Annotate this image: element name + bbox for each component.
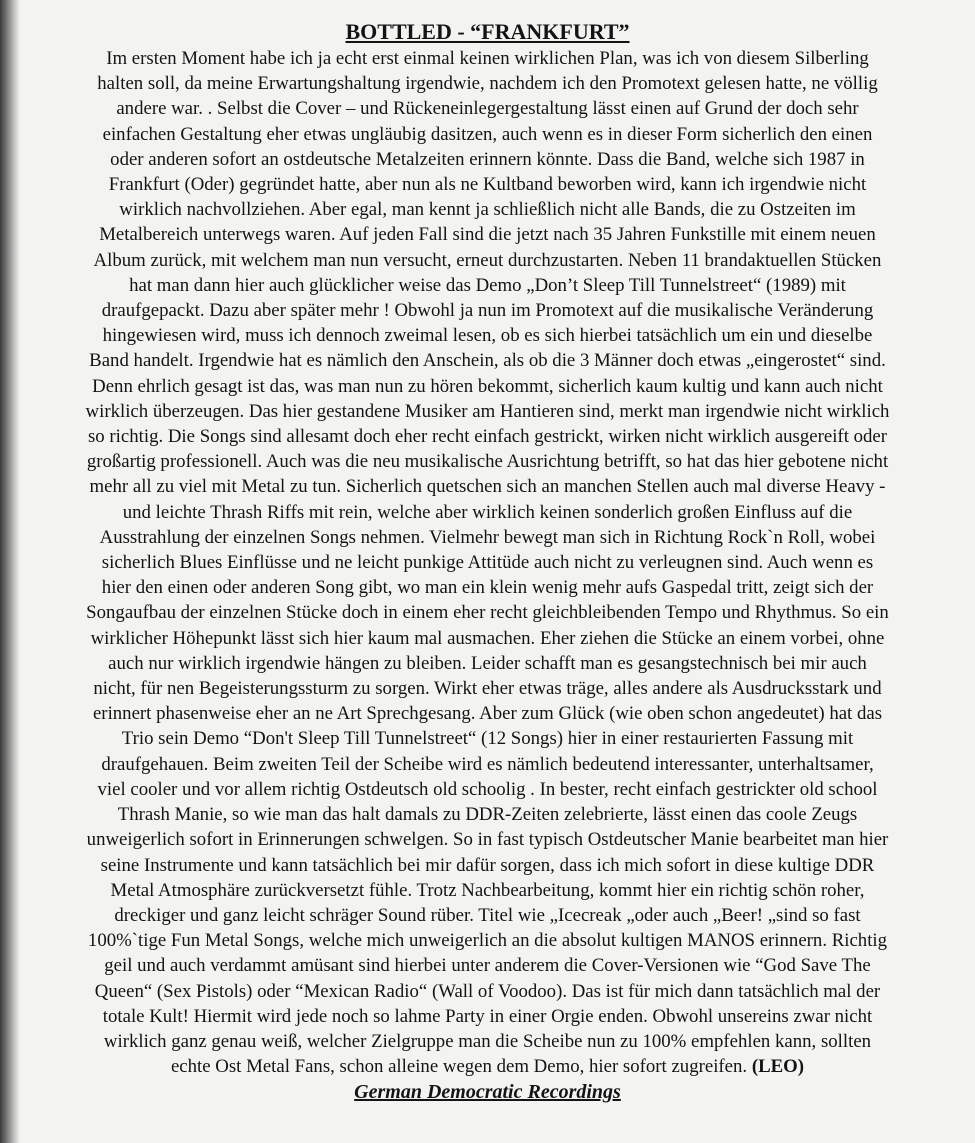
review-line: wirklich nachvollziehen. Aber egal, man kennt ja schließlich nicht alle Bands, die zu Ostzeiten im [119, 199, 856, 221]
review-line: sicherlich Blues Einflüsse und ne leicht punkige Attitüde auch nicht zu verleugnen sind. Auch wenn es [101, 552, 874, 574]
review-line: wirklich überzeugen. Das hier gestandene Musiker am Hantieren sind, merkt man irgendwie nicht wirklich [85, 400, 890, 422]
review-last-line-text: echte Ost Metal Fans, schon alleine wegen dem Demo, hier sofort zugreifen. [170, 1056, 748, 1078]
review-line: mehr all zu viel mit Metal zu tun. Sicherlich quetschen sich an manchen Stellen auch mal diverse Heavy - [89, 476, 886, 498]
review-line: Trio sein Demo “Don't Sleep Till Tunnelstreet“ (12 Songs) hier in einer restaurierten Fassung mit [121, 728, 854, 750]
review-line: wirklicher Höhepunkt lässt sich hier kaum mal ausmachen. Eher ziehen die Stücke an einem vorbei, ohne [90, 627, 885, 649]
review-line: halten soll, da meine Erwartungshaltung irgendwie, nachdem ich den Promotext gelesen hatte, ne völlig [97, 73, 878, 95]
review-line: totale Kult! Hiermit wird jede noch so lahme Party in einer Orgie enden. Obwohl unsereins zwar nicht [102, 1005, 873, 1027]
review-line: Queen“ (Sex Pistols) oder “Mexican Radio“ (Wall of Voodoo). Das ist für mich dann tatsächlich mal der [94, 980, 881, 1002]
review-line: nicht, für nen Begeisterungssturm zu sorgen. Wirkt eher etwas träge, alles andere als Ausdrucksstark und [93, 678, 882, 700]
author-tag: (LEO) [751, 1056, 805, 1078]
review-line: Band handelt. Irgendwie hat es nämlich den Anschein, als ob die 3 Männer doch etwas „eingerostet“ sind. [89, 350, 886, 372]
review-line: Album zurück, mit welchem man nun versucht, erneut durchzustarten. Neben 11 brandaktuellen Stücken [93, 249, 882, 271]
review-last-line [10, 1054, 965, 1079]
review-line: Im ersten Moment habe ich ja echt erst einmal keinen wirklichen Plan, was ich von diesem Silberling [106, 48, 869, 69]
review-line: seine Instrumente und kann tatsächlich bei mir dafür sorgen, dass ich mich sofort in diese kultige DDR [100, 854, 875, 876]
review-line: draufgepackt. Dazu aber später mehr ! Obwohl ja nun im Promotext auf die musikalische Veränderung [101, 300, 874, 322]
review-line: viel cooler und vor allem richtig Ostdeutsch old schoolig . In bester, recht einfach gestrickter old school [97, 778, 878, 800]
review-line: Metalbereich unterwegs waren. Auf jeden Fall sind die jetzt nach 35 Jahren Funkstille mit einem neuen [99, 224, 876, 246]
review-line: andere war. . Selbst die Cover – und Rückeneinlegergestaltung lässt einen auf Grund der doch sehr [116, 98, 859, 120]
review-line: Frankfurt (Oder) gegründet hatte, aber nun als ne Kultband beworben wird, kann ich irgendwie nicht [108, 174, 867, 196]
review-line: draufgehauen. Beim zweiten Teil der Scheibe wird es nämlich bedeutend interessanter, unterhaltsamer, [101, 753, 874, 775]
review-line: hingewiesen wird, muss ich dennoch zweimal lesen, ob es sich hierbei tatsächlich um ein und dieselbe [102, 325, 873, 347]
review-line: dreckiger und ganz leicht schräger Sound rüber. Titel wie „Icecreak „oder auch „Beer! „sind so fast [114, 904, 861, 926]
review-line: hat man dann hier auch glücklicher weise das Demo „Don’t Sleep Till Tunnelstreet“ (1989) mit [129, 274, 846, 296]
review-line: Ausstrahlung der einzelnen Songs nehmen. Vielmehr bewegt man sich in Richtung Rock`n Roll, wobei [99, 526, 876, 548]
review-title: BOTTLED - “FRANKFURT” [345, 19, 630, 44]
review-line: geil und auch verdammt amüsant sind hierbei unter anderem die Cover-Versionen wie “God Save The [104, 955, 871, 977]
review-line: wirklich ganz genau weiß, welcher Zielgruppe man die Scheibe nun zu 100% empfehlen kann, sollten [103, 1030, 872, 1052]
review-line: einfachen Gestaltung eher etwas ungläubig dasitzen, auch wenn es in dieser Form sicherlich den einen [102, 123, 873, 145]
record-label: German Democratic Recordings [354, 1081, 621, 1104]
review-line: und leichte Thrash Riffs mit rein, welche aber wirklich keinen sonderlich großen Einfluss auf die [122, 501, 853, 523]
review-line: 100%`tige Fun Metal Songs, welche mich unweigerlich an die absolut kultigen MANOS erinnern. Richtig [87, 930, 888, 952]
review-body [0, 46, 975, 1079]
review-line: Denn ehrlich gesagt ist das, was man nun zu hören bekommt, sicherlich kaum kultig und kann auch nicht [92, 375, 883, 397]
review-line: großartig professionell. Auch was die neu musikalische Ausrichtung betrifft, so hat das hier gebotene nicht [86, 451, 889, 473]
review-line: auch nur wirklich irgendwie hängen zu bleiben. Leider schafft man es gesangstechnisch bei mir auch [108, 652, 867, 674]
review-line: hier den einen oder anderen Song gibt, wo man ein klein wenig mehr aufs Gaspedal tritt, zeigt sich der [101, 577, 874, 599]
review-page [0, 18, 975, 1105]
review-line: Metal Atmosphäre zurückversetzt fühle. Trotz Nachbearbeitung, kommt hier ein richtig schön roher, [110, 879, 865, 901]
review-line: Songaufbau der einzelnen Stücke doch in einem eher recht gleichbleibenden Tempo und Rhythmus. So ein [86, 602, 889, 624]
review-line: oder anderen sofort an ostdeutsche Metalzeiten erinnern könnte. Dass die Band, welche sich 1987 in [110, 148, 865, 170]
review-line: so richtig. Die Songs sind allesamt doch eher recht einfach gestrickt, wirken nicht wirklich ausgereift oder [87, 426, 888, 448]
review-line: unweigerlich sofort in Erinnerungen schwelgen. So in fast typisch Ostdeutscher Manie bearbeitet man hier [86, 829, 889, 851]
review-line: Thrash Manie, so wie man das halt damals zu DDR-Zeiten zelebrierte, lässt einen das coole Zeugs [117, 804, 858, 826]
review-line: erinnert phasenweise eher an ne Art Sprechgesang. Aber zum Glück (wie oben schon angedeutet) hat das [92, 703, 883, 725]
